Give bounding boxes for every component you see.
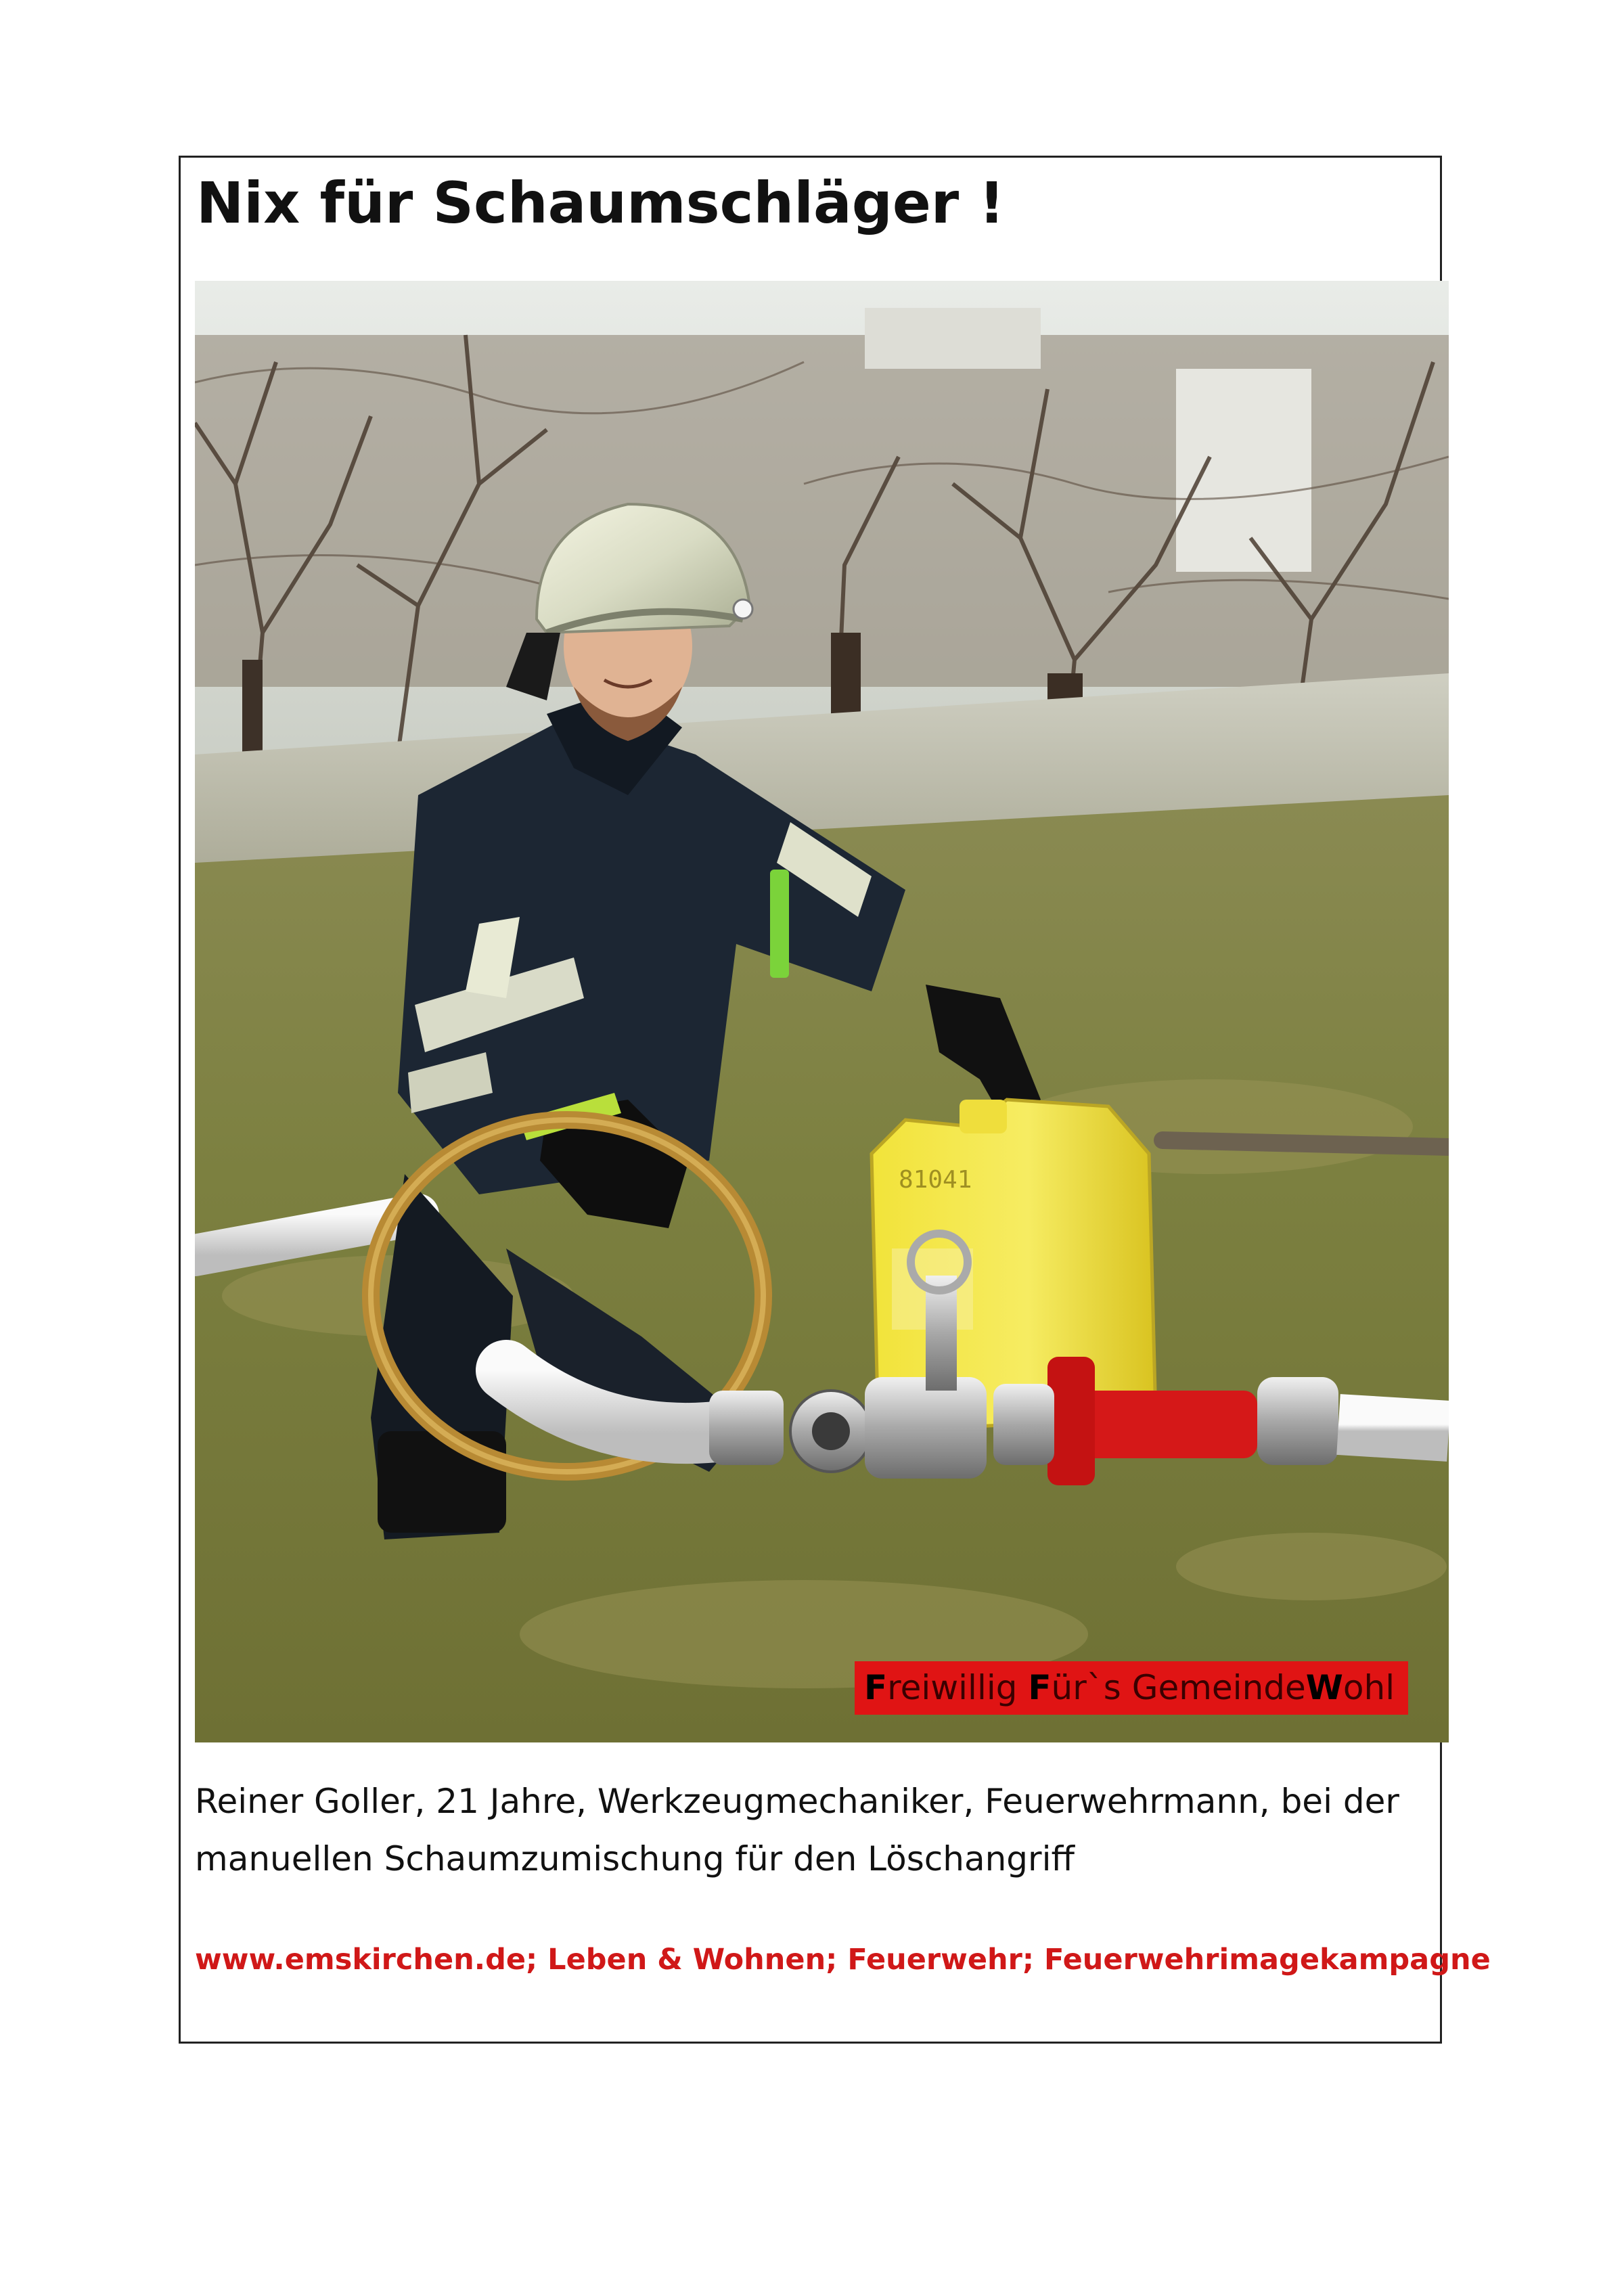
slogan-initial-f2: F [1028, 1668, 1052, 1707]
firefighter-photo [195, 281, 1449, 1742]
campaign-web-link[interactable]: www.emskirchen.de; Leben & Wohnen; Feuerwehr; Feuerwehrimagekampagne [195, 1943, 1491, 1977]
slogan-part-2: ür`s Gemeinde [1051, 1668, 1306, 1707]
poster-headline: Nix für Schaumschläger ! [196, 170, 1005, 236]
slogan-initial-w: W [1305, 1668, 1343, 1707]
svg-text:81041: 81041 [899, 1166, 972, 1194]
slogan-badge [855, 1661, 1408, 1715]
slogan-part-1: reiwillig [887, 1668, 1029, 1707]
photo-caption: Reiner Goller, 21 Jahre, Werkzeugmechaniker, Feuerwehrmann, bei der manuellen Schaumzumischung für den Löschangriff [195, 1782, 1399, 1878]
slogan-part-3: ohl [1343, 1668, 1395, 1707]
slogan-initial-f1: F [864, 1668, 888, 1707]
